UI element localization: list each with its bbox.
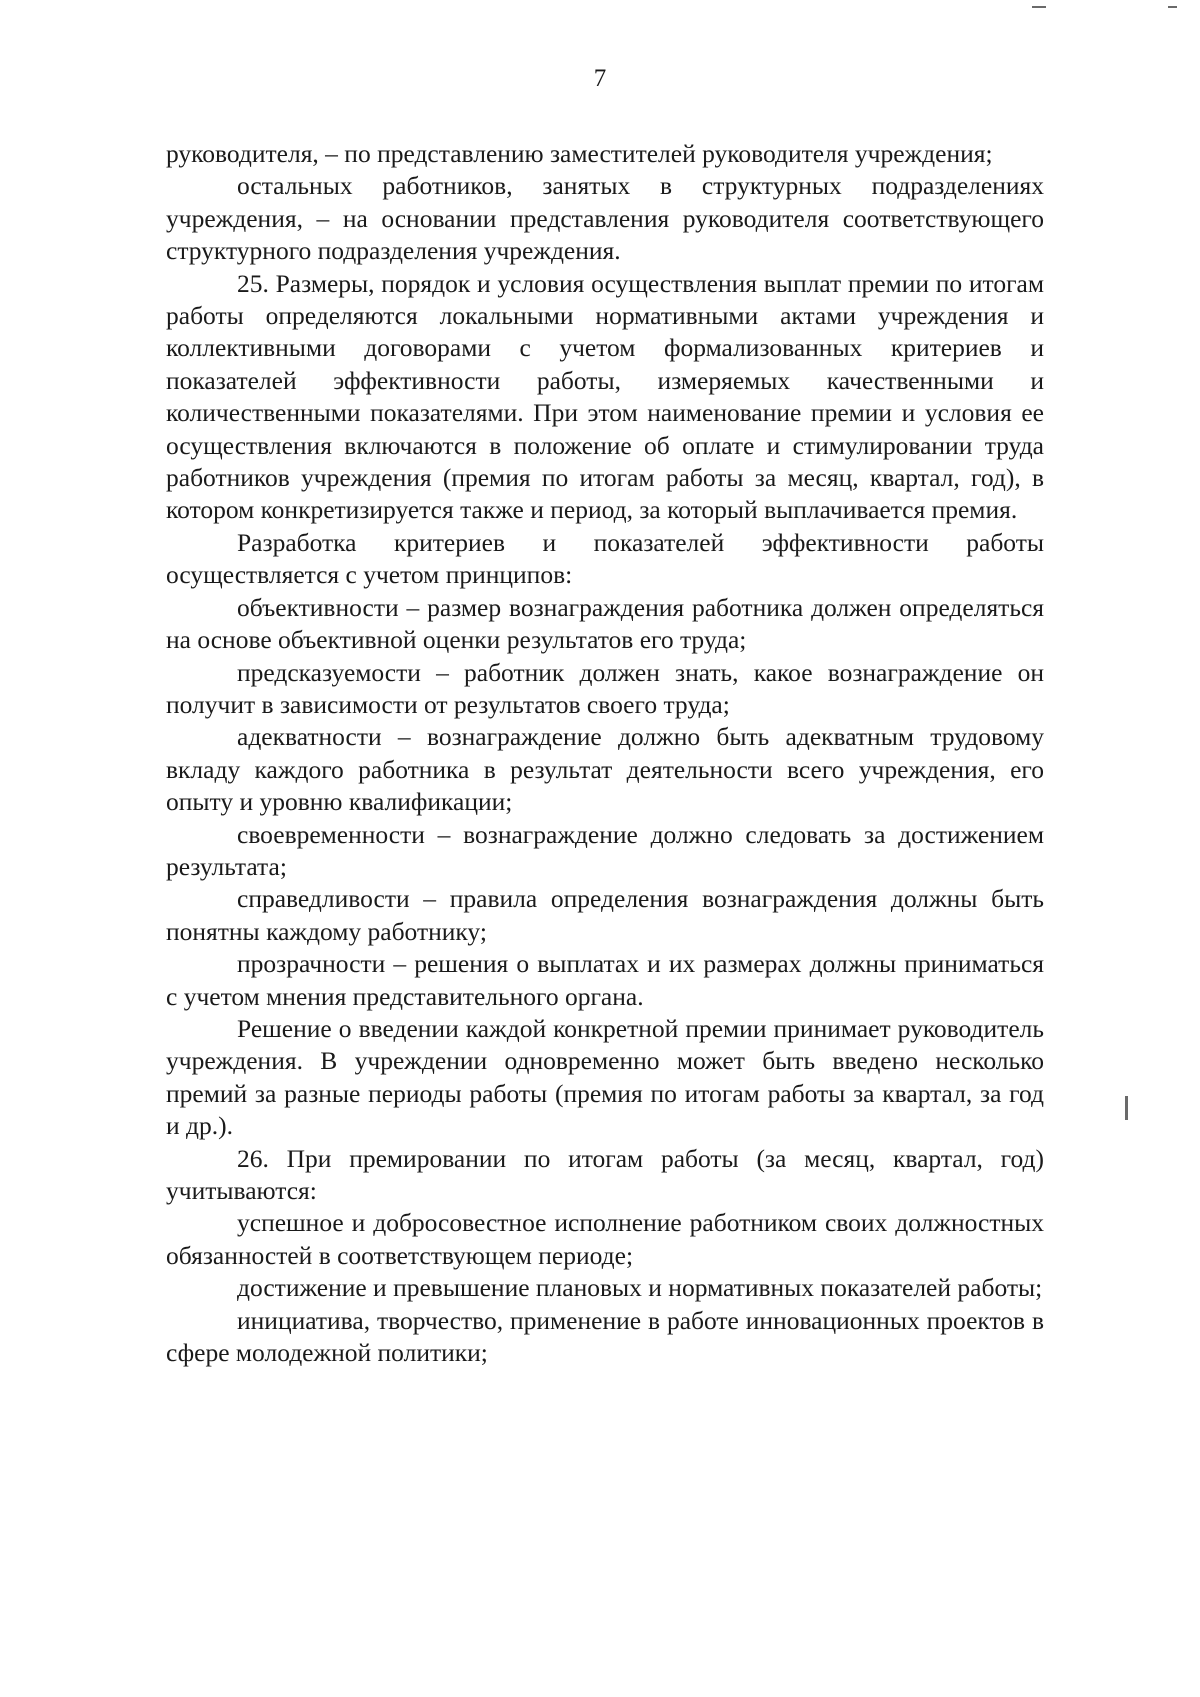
- scan-artifact: [1168, 6, 1177, 8]
- paragraph: Разработка критериев и показателей эффективности работы осуществляется с учетом принципов:: [166, 527, 1044, 590]
- paragraph: Решение о введении каждой конкретной премии принимает руководитель учреждения. В учреждении одновременно может быть введено несколько премий за разные периоды работы (премия по итогам работы за квартал, за год и др.).: [166, 1013, 1044, 1141]
- paragraph: успешное и добросовестное исполнение работником своих должностных обязанностей в соответствующем периоде;: [166, 1208, 1044, 1270]
- document-body: [166, 138, 1044, 1369]
- paragraph: прозрачности – решения о выплатах и их размерах должны приниматься с учетом мнения представительного органа.: [166, 949, 1044, 1011]
- scan-artifact: [1125, 1096, 1128, 1120]
- paragraph: предсказуемости – работник должен знать, какое вознаграждение он получит в зависимости от результатов своего труда;: [166, 657, 1044, 719]
- paragraph: руководителя, – по представлению заместителей руководителя учреждения;: [166, 139, 993, 168]
- paragraph: достижение и превышение плановых и нормативных показателей работы;: [237, 1273, 1043, 1303]
- scan-artifact: [1032, 6, 1046, 8]
- paragraph: 25. Размеры, порядок и условия осуществления выплат премии по итогам работы определяются локальными нормативными актами учреждения и коллективными договорами с учетом формализованных критериев и показателей эффективности работы, измеряемых качественными и количественными показателями. При этом наименование премии и условия ее осуществления включаются в положение об оплате и стимулировании труда работников учреждения (премия по итогам работы за месяц, квартал, год), в котором конкретизируется также и период, за который выплачивается премия.: [166, 268, 1044, 525]
- paragraph: своевременности – вознаграждение должно следовать за достижением результата;: [166, 819, 1044, 881]
- paragraph: объективности – размер вознаграждения работника должен определяться на основе объективной оценки результатов его труда;: [166, 592, 1044, 655]
- paragraph: остальных работников, занятых в структурных подразделениях учреждения, – на основании представления руководителя соответствующего структурного подразделения учреждения.: [166, 171, 1044, 266]
- paragraph: адекватности – вознаграждение должно быть адекватным трудовому вкладу каждого работника в результат деятельности всего учреждения, его опыту и уровню квалификации;: [166, 722, 1044, 817]
- paragraph: справедливости – правила определения вознаграждения должны быть понятны каждому работнику;: [166, 884, 1044, 946]
- paragraph: инициатива, творчество, применение в работе инновационных проектов в сфере молодежной политики;: [166, 1305, 1044, 1368]
- page-number: 7: [593, 65, 607, 92]
- paragraph: 26. При премировании по итогам работы (за месяц, квартал, год) учитываются:: [166, 1143, 1044, 1205]
